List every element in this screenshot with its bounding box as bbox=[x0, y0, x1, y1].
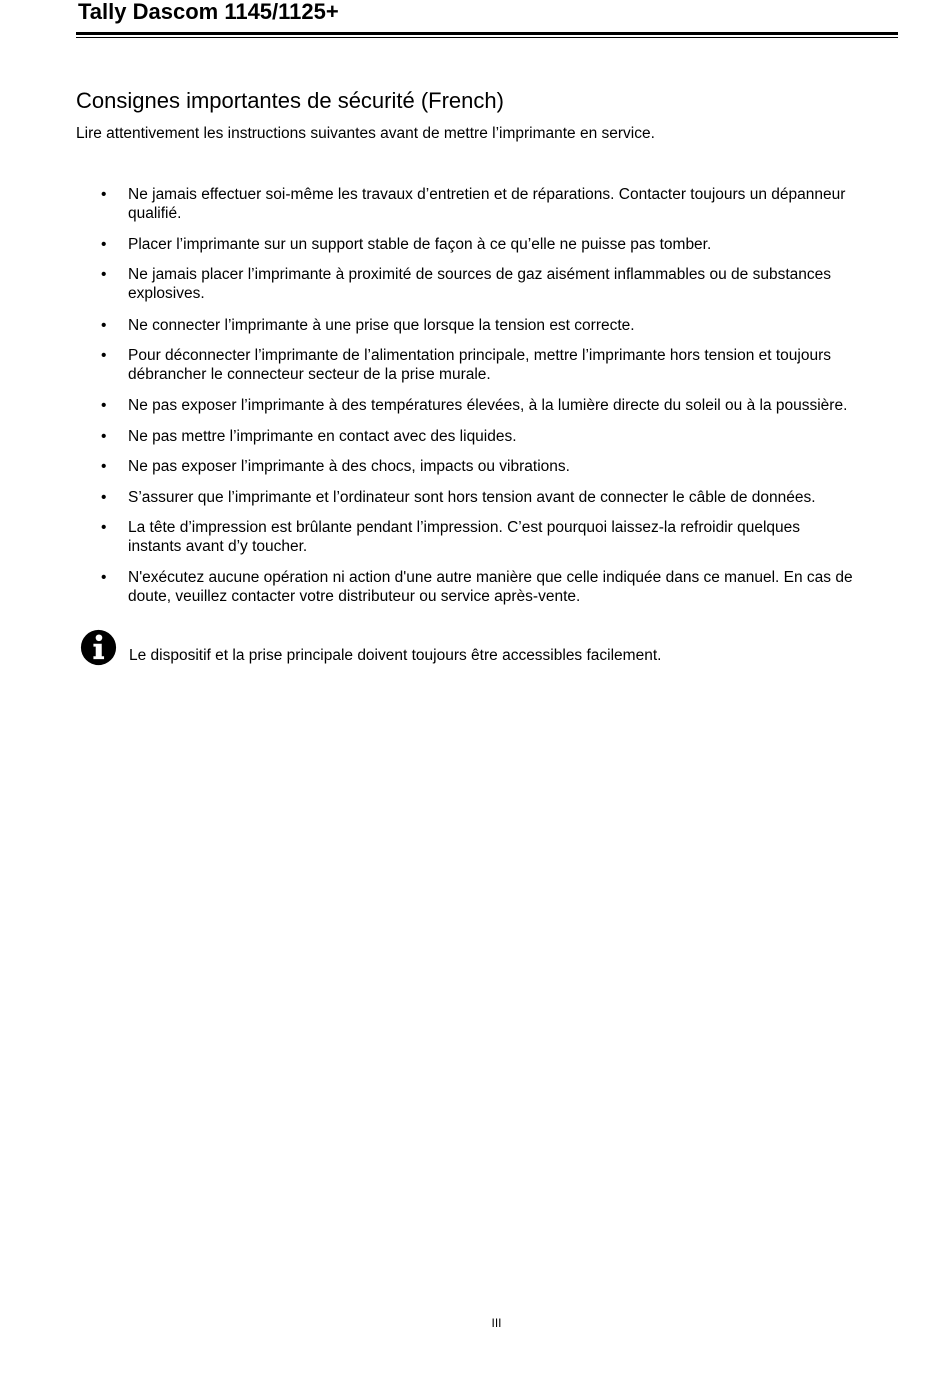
bullet-icon: • bbox=[101, 569, 107, 586]
bullet-icon: • bbox=[101, 317, 107, 334]
list-item-text: S’assurer que l’imprimante et l’ordinateur sont hors tension avant de connecter le câble de données. bbox=[128, 489, 816, 506]
list-item-text: N'exécutez aucune opération ni action d'une autre manière que celle indiquée dans ce manuel. En cas de doute, veuillez contacter votre distributeur ou service après-vente. bbox=[128, 569, 853, 605]
list-item-text: Ne jamais placer l’imprimante à proximité de sources de gaz aisément inflammables ou de substances explosives. bbox=[128, 266, 831, 302]
page-number: III bbox=[491, 1316, 502, 1330]
list-item-text: La tête d’impression est brûlante pendant l’impression. C’est pourquoi laissez-la refroidir quelques instants avant d’y toucher. bbox=[128, 519, 801, 555]
info-icon bbox=[80, 629, 117, 666]
note-text: Le dispositif et la prise principale doivent toujours être accessibles facilement. bbox=[129, 647, 662, 664]
info-note bbox=[80, 629, 930, 669]
bullet-icon: • bbox=[101, 458, 107, 475]
list-item-text: Ne pas exposer l’imprimante à des chocs, impacts ou vibrations. bbox=[128, 458, 570, 475]
list-item-text: Pour déconnecter l’imprimante de l’alimentation principale, mettre l’imprimante hors tension et toujours débrancher le connecteur secteur de la prise murale. bbox=[128, 347, 832, 383]
list-item-text: Ne pas exposer l’imprimante à des températures élevées, à la lumière directe du soleil ou à la poussière. bbox=[128, 397, 848, 414]
bullet-icon: • bbox=[101, 397, 107, 414]
list-item-text: Ne jamais effectuer soi-même les travaux d’entretien et de réparations. Contacter toujours un dépanneur qualifié. bbox=[128, 186, 846, 222]
list-item-text: Placer l’imprimante sur un support stable de façon à ce qu’elle ne puisse pas tomber. bbox=[128, 236, 712, 253]
bullet-icon: • bbox=[101, 236, 107, 253]
bullet-icon: • bbox=[101, 489, 107, 506]
document-title: Tally Dascom 1145/1125+ bbox=[78, 0, 339, 24]
list-item-text: Ne connecter l’imprimante à une prise que lorsque la tension est correcte. bbox=[128, 317, 635, 334]
list-item-text: Ne pas mettre l’imprimante en contact avec des liquides. bbox=[128, 428, 517, 445]
header-divider-thin bbox=[76, 37, 898, 38]
bullet-icon: • bbox=[101, 519, 107, 536]
bullet-icon: • bbox=[101, 266, 107, 283]
bullet-icon: • bbox=[101, 428, 107, 445]
bullet-icon: • bbox=[101, 347, 107, 364]
section-intro: Lire attentivement les instructions suivantes avant de mettre l’imprimante en service. bbox=[76, 125, 655, 142]
section-title: Consignes importantes de sécurité (French) bbox=[76, 88, 504, 113]
bullet-icon: • bbox=[101, 186, 107, 203]
header-divider-thick bbox=[76, 32, 898, 35]
